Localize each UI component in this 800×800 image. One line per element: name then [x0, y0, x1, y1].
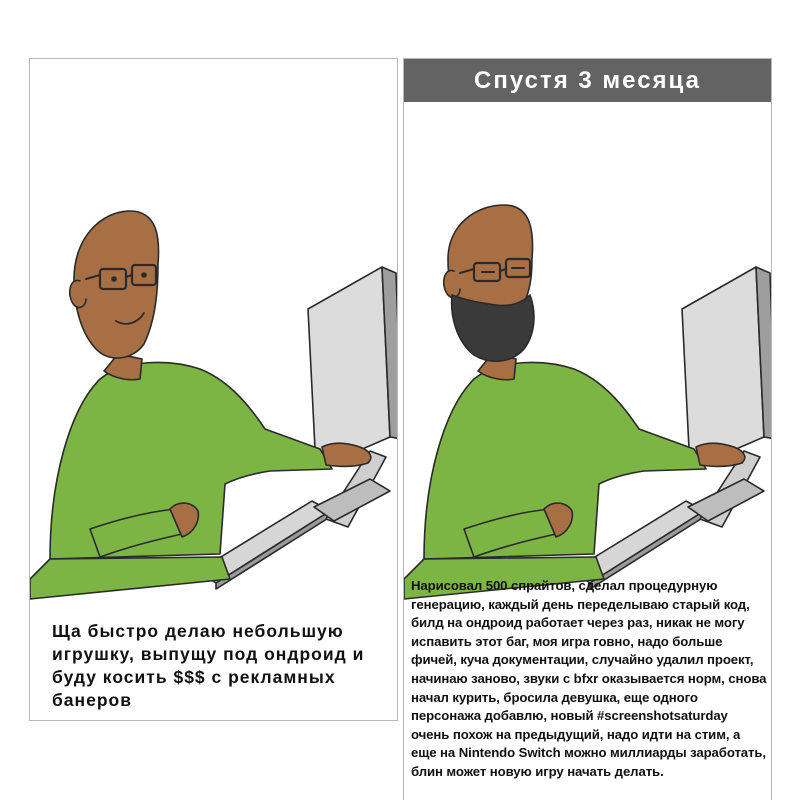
- comic-panel-after: [403, 58, 772, 800]
- monitor: [682, 267, 764, 469]
- caption-before: Ща быстро делаю небольшую игрушку, выпущу под ондроид и буду косить $$$ с рекламных банеров: [52, 621, 365, 710]
- caption-after: Нарисовал 500 спрайтов, сделал процедурную генерацию, каждый день переделываю старый код, билд на ондроид работает через раз, никак не могу испавить этот баг, моя игра говно, надо больше фичей, куча документации, случайно удалил проект, начинаю заново, звуки с bfxr оказывается норм, снова начал курить, бросила девушка, еще одного персонажа добавлю, новый #screenshotsaturday очень похож на предыдущий, надо идти на стим, а еще на Nintendo Switch можно миллиарды заработать, блин может новую игру начать делать.: [411, 578, 767, 779]
- time-banner: Спустя 3 месяца: [404, 59, 771, 102]
- bald-head: [448, 205, 533, 309]
- monitor: [308, 267, 390, 469]
- comic-panel-before: [29, 58, 398, 721]
- beard: [452, 295, 534, 361]
